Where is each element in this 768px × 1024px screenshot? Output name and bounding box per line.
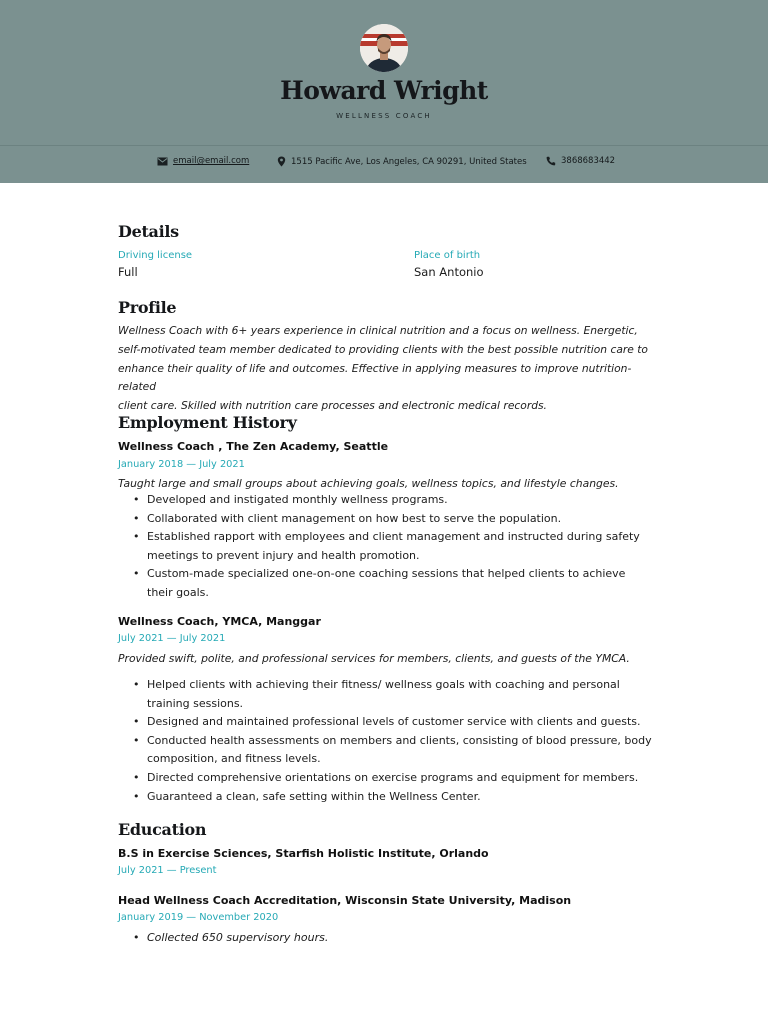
place-of-birth-value: San Antonio	[414, 265, 484, 279]
list-item: • Helped clients with achieving their fitness/ wellness goals with coaching and personal training sessions.	[133, 676, 653, 713]
profile-line: self-motivated team member dedicated to providing clients with the best possible nutrition care to	[118, 342, 648, 356]
email-link[interactable]: email@email.com	[173, 156, 250, 166]
contact-email	[157, 156, 249, 166]
job-title: WELLNESS COACH	[336, 112, 432, 120]
place-of-birth-label: Place of birth	[414, 250, 481, 261]
list-item: • Established rapport with employees and client management and instructed during safety meetings to prevent injury and health promotion.	[133, 528, 653, 565]
job-title-1: Wellness Coach , The Zen Academy, Seattle	[118, 440, 389, 453]
education-bullets-2	[133, 929, 653, 948]
education-title-2: Head Wellness Coach Accreditation, Wisconsin State University, Madison	[118, 894, 572, 907]
details-heading: Details	[118, 222, 179, 241]
job-description-2: Provided swift, polite, and professional services for members, clients, and guests of the YMCA.	[118, 652, 630, 665]
profile-summary	[118, 322, 648, 416]
list-item: • Designed and maintained professional levels of customer service with clients and guests.	[133, 713, 653, 732]
job-description-1: Taught large and small groups about achieving goals, wellness topics, and lifestyle changes.	[118, 477, 619, 490]
job-dates-2: July 2021 — July 2021	[118, 633, 226, 644]
phone-text: 3868683442	[561, 156, 616, 166]
list-item: • Developed and instigated monthly wellness programs.	[133, 491, 653, 510]
job-dates-1: January 2018 — July 2021	[118, 459, 245, 470]
profile-line: enhance their quality of life and outcomes. Effective in applying measures to improve nutrition-related	[118, 361, 632, 394]
list-item: • Guaranteed a clean, safe setting within the Wellness Center.	[133, 788, 653, 807]
contact-address	[277, 156, 527, 167]
candidate-name: Howard Wright	[280, 76, 488, 105]
envelope-icon	[157, 157, 168, 166]
driving-license-value: Full	[118, 265, 138, 279]
address-text: 1515 Pacific Ave, Los Angeles, CA 90291, United States	[291, 156, 527, 167]
list-item: • Collected 650 supervisory hours.	[133, 929, 653, 948]
phone-icon	[546, 156, 556, 166]
list-item: • Collaborated with client management on how best to serve the population.	[133, 510, 653, 529]
education-dates-1: July 2021 — Present	[118, 865, 217, 876]
list-item: • Conducted health assessments on members and clients, consisting of blood pressure, body composition, and fitness levels.	[133, 732, 653, 769]
driving-license-label: Driving license	[118, 250, 193, 261]
profile-line: Wellness Coach with 6+ years experience in clinical nutrition and a focus on wellness. Energetic,	[118, 324, 638, 337]
list-item: • Directed comprehensive orientations on exercise programs and equipment for members.	[133, 769, 653, 788]
avatar	[360, 24, 408, 72]
education-title-1: B.S in Exercise Sciences, Starfish Holistic Institute, Orlando	[118, 847, 489, 860]
profile-heading: Profile	[118, 298, 177, 317]
profile-line: client care. Skilled with nutrition care processes and electronic medical records.	[118, 399, 547, 413]
job-title-2: Wellness Coach, YMCA, Manggar	[118, 615, 321, 628]
list-item: • Custom-made specialized one-on-one coaching sessions that helped clients to achieve their goals.	[133, 565, 653, 602]
education-heading: Education	[118, 820, 207, 839]
job-bullets-2	[133, 676, 653, 806]
job-bullets-1	[133, 491, 653, 603]
education-dates-2: January 2019 — November 2020	[118, 912, 279, 923]
location-pin-icon	[277, 156, 286, 167]
contact-phone	[546, 156, 615, 166]
employment-heading: Employment History	[118, 413, 297, 432]
